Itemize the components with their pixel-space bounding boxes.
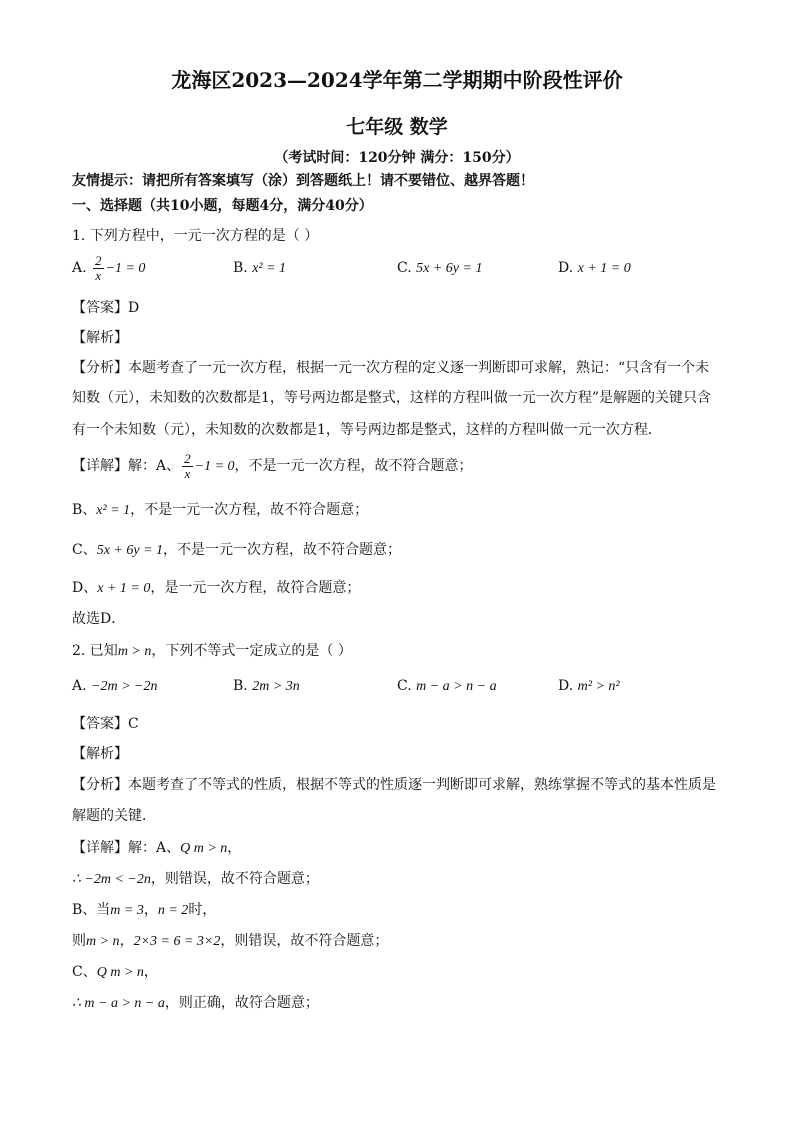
option-expression: −2m > −2n [91, 679, 158, 694]
q1-option-d [558, 258, 631, 279]
page-subtitle: 七年级 数学 [346, 116, 448, 138]
detail-prefix: C、 [72, 542, 97, 558]
q1-analysis-line: 知数（元），未知数的次数都是1，等号两边都是整式，这样的方程叫做一元一次方程”是解题的关键只含 [72, 390, 712, 406]
stem-expression: m > n [117, 644, 152, 659]
q2-option-d [558, 676, 620, 697]
fraction-denominator: x [184, 465, 191, 481]
q2-detail-a [72, 838, 241, 859]
detail-expression: −1 = 0 [194, 459, 235, 474]
q1-detail-d [72, 578, 360, 599]
q1-detail-b [72, 500, 368, 521]
detail-text: ，是一元一次方程，故符合题意； [150, 580, 361, 596]
fraction-numerator: 2 [95, 252, 102, 268]
detail-prefix: 则 [72, 933, 86, 949]
option-label: D. [558, 678, 574, 694]
q1-conclusion: 故选D． [72, 611, 126, 627]
section-heading: 一、选择题（共10小题，每题4分，满分40分） [72, 198, 373, 214]
q1-analysis-heading: 【解析】 [72, 330, 128, 346]
detail-separator: ， [143, 902, 158, 918]
option-expression: m² > n² [577, 679, 620, 694]
q1-analysis-line: 【分析】本题考查了一元一次方程，根据一元一次方程的定义逐一判断即可求解，熟记：“只含有一个未 [72, 360, 710, 376]
q1-option-a [72, 251, 145, 286]
option-label: A. [72, 260, 87, 276]
q2-detail-c-conclusion [72, 993, 319, 1014]
detail-expression: Q m > n [96, 965, 144, 980]
fraction [182, 452, 193, 481]
detail-text: ，不是一元一次方程，故不符合题意； [234, 458, 473, 474]
q1-option-c [397, 258, 482, 279]
option-label: A. [72, 678, 87, 694]
detail-prefix: C、 [72, 964, 97, 980]
q1-detail-c [72, 540, 401, 561]
stem-prefix: 2. 已知 [72, 643, 118, 659]
option-expression: 5x + 6y = 1 [416, 261, 483, 276]
q1-analysis-line: 有一个未知数（元），未知数的次数都是1，等号两边都是整式，这样的方程叫做一元一次方程． [72, 422, 662, 438]
option-label: C. [397, 678, 412, 694]
detail-expression: 5x + 6y = 1 [96, 543, 164, 558]
q2-analysis-heading: 【解析】 [72, 746, 128, 762]
fraction-numerator: 2 [184, 450, 191, 466]
q2-detail-b [72, 900, 216, 921]
detail-prefix: 【详解】解：A、 [72, 840, 181, 856]
detail-expression: n = 2 [157, 903, 189, 918]
detail-expression: ∴ −2m < −2n [72, 872, 151, 887]
detail-expression: ∴ m − a > n − a [72, 996, 165, 1011]
option-expression: x² = 1 [252, 261, 287, 276]
detail-prefix: 【详解】解：A、 [72, 458, 181, 474]
detail-text: 时， [188, 902, 217, 918]
detail-text: ，则正确，故符合题意； [164, 995, 319, 1011]
detail-prefix: B、 [72, 502, 97, 518]
q2-answer: 【答案】C [72, 716, 139, 732]
detail-text: ， [227, 840, 242, 856]
q2-stem [72, 641, 352, 662]
q2-detail-a-conclusion [72, 869, 319, 890]
detail-text: ，则错误，故不符合题意； [150, 871, 319, 887]
option-label: C. [397, 260, 412, 276]
q2-option-b [233, 676, 300, 697]
detail-text: ，不是一元一次方程，故不符合题意； [130, 502, 369, 518]
option-expression: x + 1 = 0 [577, 261, 631, 276]
stem-suffix: ，下列不等式一定成立的是（ ） [151, 643, 352, 659]
detail-expression: x + 1 = 0 [97, 581, 151, 596]
detail-separator: ， [119, 933, 134, 949]
detail-expression: m = 3 [110, 903, 144, 918]
q1-stem: 1. 下列方程中，一元一次方程的是（ ） [72, 228, 319, 244]
detail-expression: Q m > n [180, 841, 228, 856]
tip-text: 友情提示：请把所有答案填写（涂）到答题纸上！请不要错位、越界答题！ [72, 173, 534, 189]
detail-text: ，不是一元一次方程，故不符合题意； [163, 542, 402, 558]
option-expression: m − a > n − a [416, 679, 497, 694]
q1-option-b [233, 258, 286, 279]
detail-expression: 2×3 = 6 = 3×2 [133, 934, 221, 949]
option-label: B. [233, 678, 248, 694]
detail-text: ，则错误，故不符合题意； [220, 933, 389, 949]
option-label: B. [233, 260, 248, 276]
q2-analysis-line: 解题的关键． [72, 808, 156, 824]
exam-info: （考试时间：120分钟 满分：150分） [274, 150, 520, 166]
fraction-denominator: x [95, 267, 102, 283]
detail-prefix: B、当 [72, 902, 111, 918]
q1-answer: 【答案】D [72, 300, 140, 316]
detail-expression: m > n [86, 934, 120, 949]
q2-analysis-line: 【分析】本题考查了不等式的性质，根据不等式的性质逐一判断即可求解，熟练掌握不等式的基本性质是 [72, 777, 716, 793]
q2-option-c [397, 676, 497, 697]
q2-detail-b-conclusion [72, 931, 388, 952]
q2-option-a [72, 676, 157, 697]
detail-text: ， [143, 964, 158, 980]
q1-detail-a [72, 449, 473, 484]
option-expression: 2m > 3n [252, 679, 300, 694]
page-title: 龙海区2023—2024学年第二学期期中阶段性评价 [171, 68, 623, 92]
option-label: D. [558, 260, 574, 276]
detail-prefix: D、 [72, 580, 98, 596]
detail-expression: x² = 1 [96, 503, 131, 518]
option-expression: −1 = 0 [105, 261, 146, 276]
q2-detail-c [72, 962, 158, 983]
fraction [93, 254, 104, 283]
